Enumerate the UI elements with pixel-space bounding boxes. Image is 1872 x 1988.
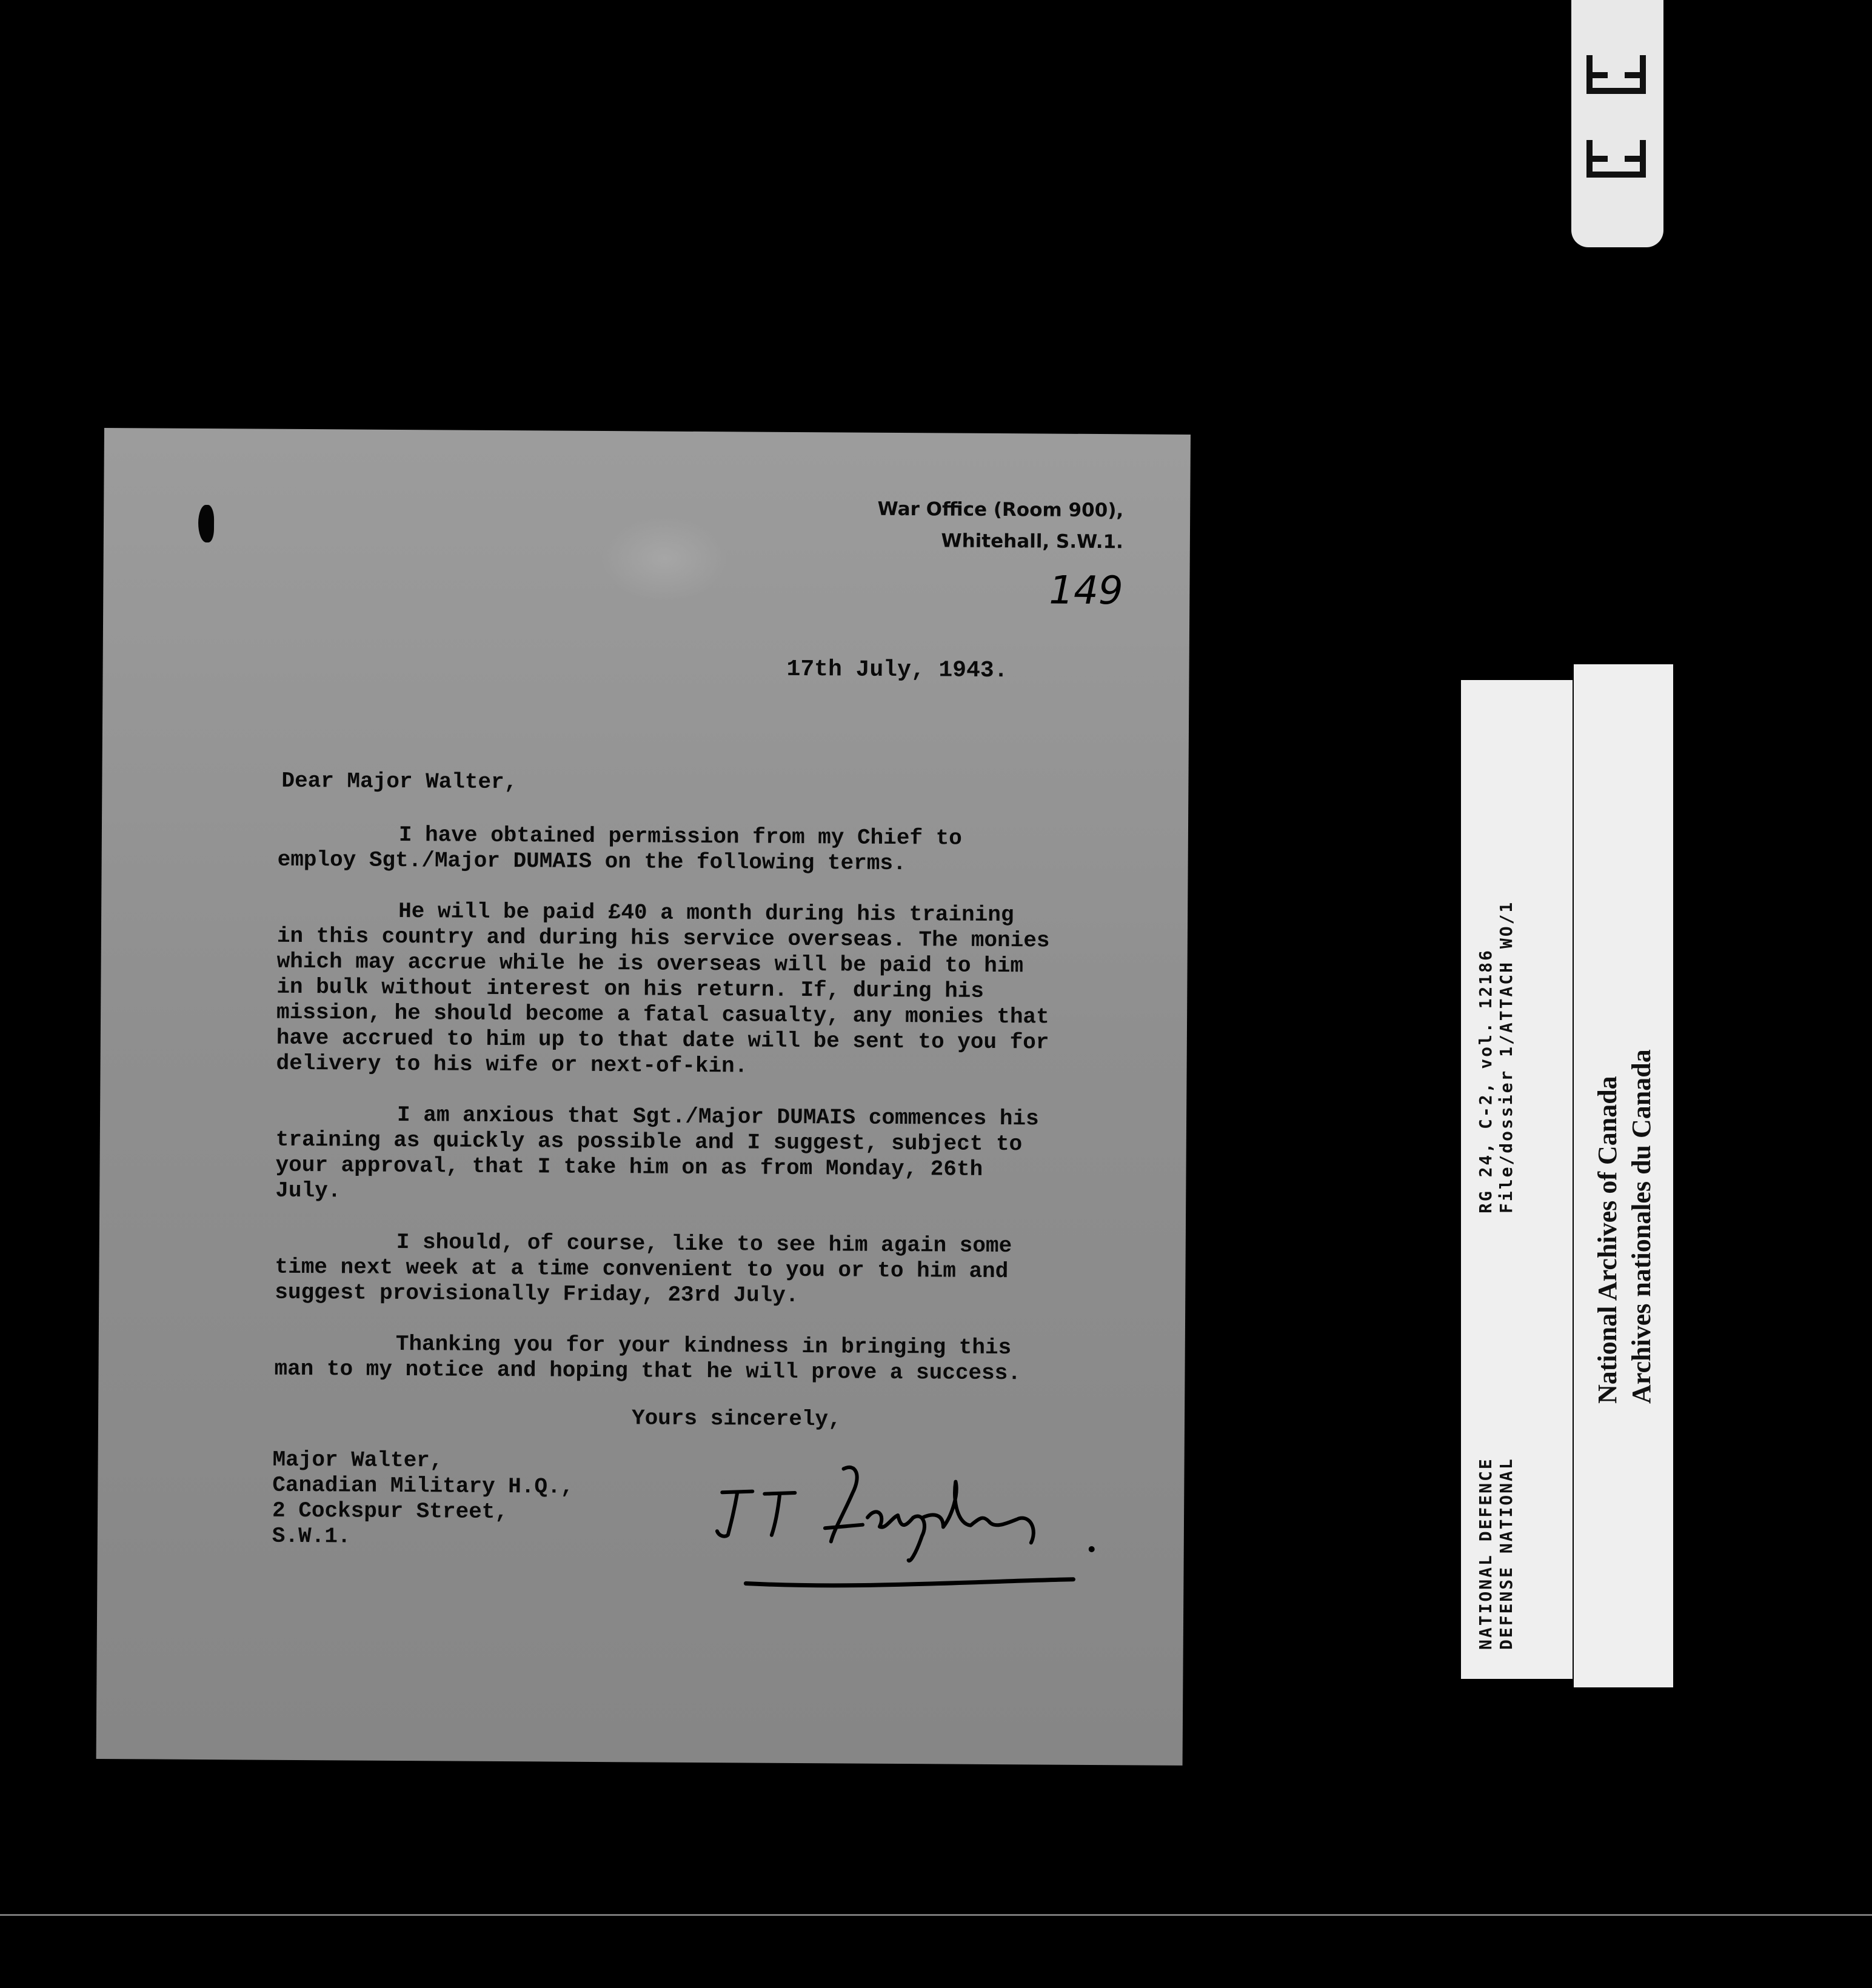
body-paragraph: He will be paid £40 a month during his training in this country and during his service overseas. The monies which may accrue while he is overseas will be paid to him in bulk without interest on his return. If, during his mission, he should become a fatal casualty, any monies that have accrued to him up to that date will be sent to you for delivery to his wife or next-of-kin. xyxy=(276,898,1050,1079)
address-line: Canadian Military H.Q., xyxy=(272,1472,574,1499)
archives-line: Archives nationales du Canada xyxy=(1626,1049,1656,1404)
salutation: Dear Major Walter, xyxy=(281,768,518,795)
letterhead xyxy=(877,493,1123,558)
reference-line: File/dossier 1/ATTACH WO/1 xyxy=(1496,900,1516,1213)
letter-date: 17th July, 1943. xyxy=(786,656,1008,684)
reference-line: RG 24, C-2, vol. 12186 xyxy=(1476,949,1496,1213)
closing: Yours sincerely, xyxy=(631,1406,841,1432)
letter-page xyxy=(96,428,1191,1766)
archive-reference-label xyxy=(1461,680,1573,1679)
address-line: S.W.1. xyxy=(272,1523,351,1549)
folio-number: 149 xyxy=(1049,568,1123,614)
ink-smudge xyxy=(198,505,214,542)
recipient-address xyxy=(272,1447,574,1551)
body-paragraph: I have obtained permission from my Chief to employ Sgt./Major DUMAIS on the following terms. xyxy=(277,822,962,876)
reel-marker-glyph xyxy=(1571,0,1663,247)
handwritten-signature xyxy=(703,1456,1116,1592)
body-paragraph: Thanking you for your kindness in bringing this man to my notice and hoping that he will prove a success. xyxy=(274,1331,1021,1386)
archives-name-label xyxy=(1574,664,1673,1687)
department-line: DEFENSE NATIONAL xyxy=(1496,1457,1516,1650)
letterhead-line: Whitehall, S.W.1. xyxy=(941,530,1123,553)
department-line: NATIONAL DEFENCE xyxy=(1476,1457,1496,1650)
letterhead-line: War Office (Room 900), xyxy=(877,498,1124,522)
film-edge-line xyxy=(0,1914,1872,1916)
embossed-crest xyxy=(600,516,728,601)
body-paragraph: I am anxious that Sgt./Major DUMAIS commences his training as quickly as possible and I suggest, subject to your approval, that I take him on as from Monday, 26th July. xyxy=(275,1102,1039,1204)
address-line: 2 Cockspur Street, xyxy=(272,1498,509,1525)
archives-line: National Archives of Canada xyxy=(1593,1076,1622,1404)
address-line: Major Walter, xyxy=(272,1447,443,1473)
reel-marker xyxy=(1571,0,1663,247)
letter-body xyxy=(274,822,1054,1387)
body-paragraph: I should, of course, like to see him again some time next week at a time convenient to you or to him and suggest provisionally Friday, 23rd July. xyxy=(275,1229,1012,1309)
